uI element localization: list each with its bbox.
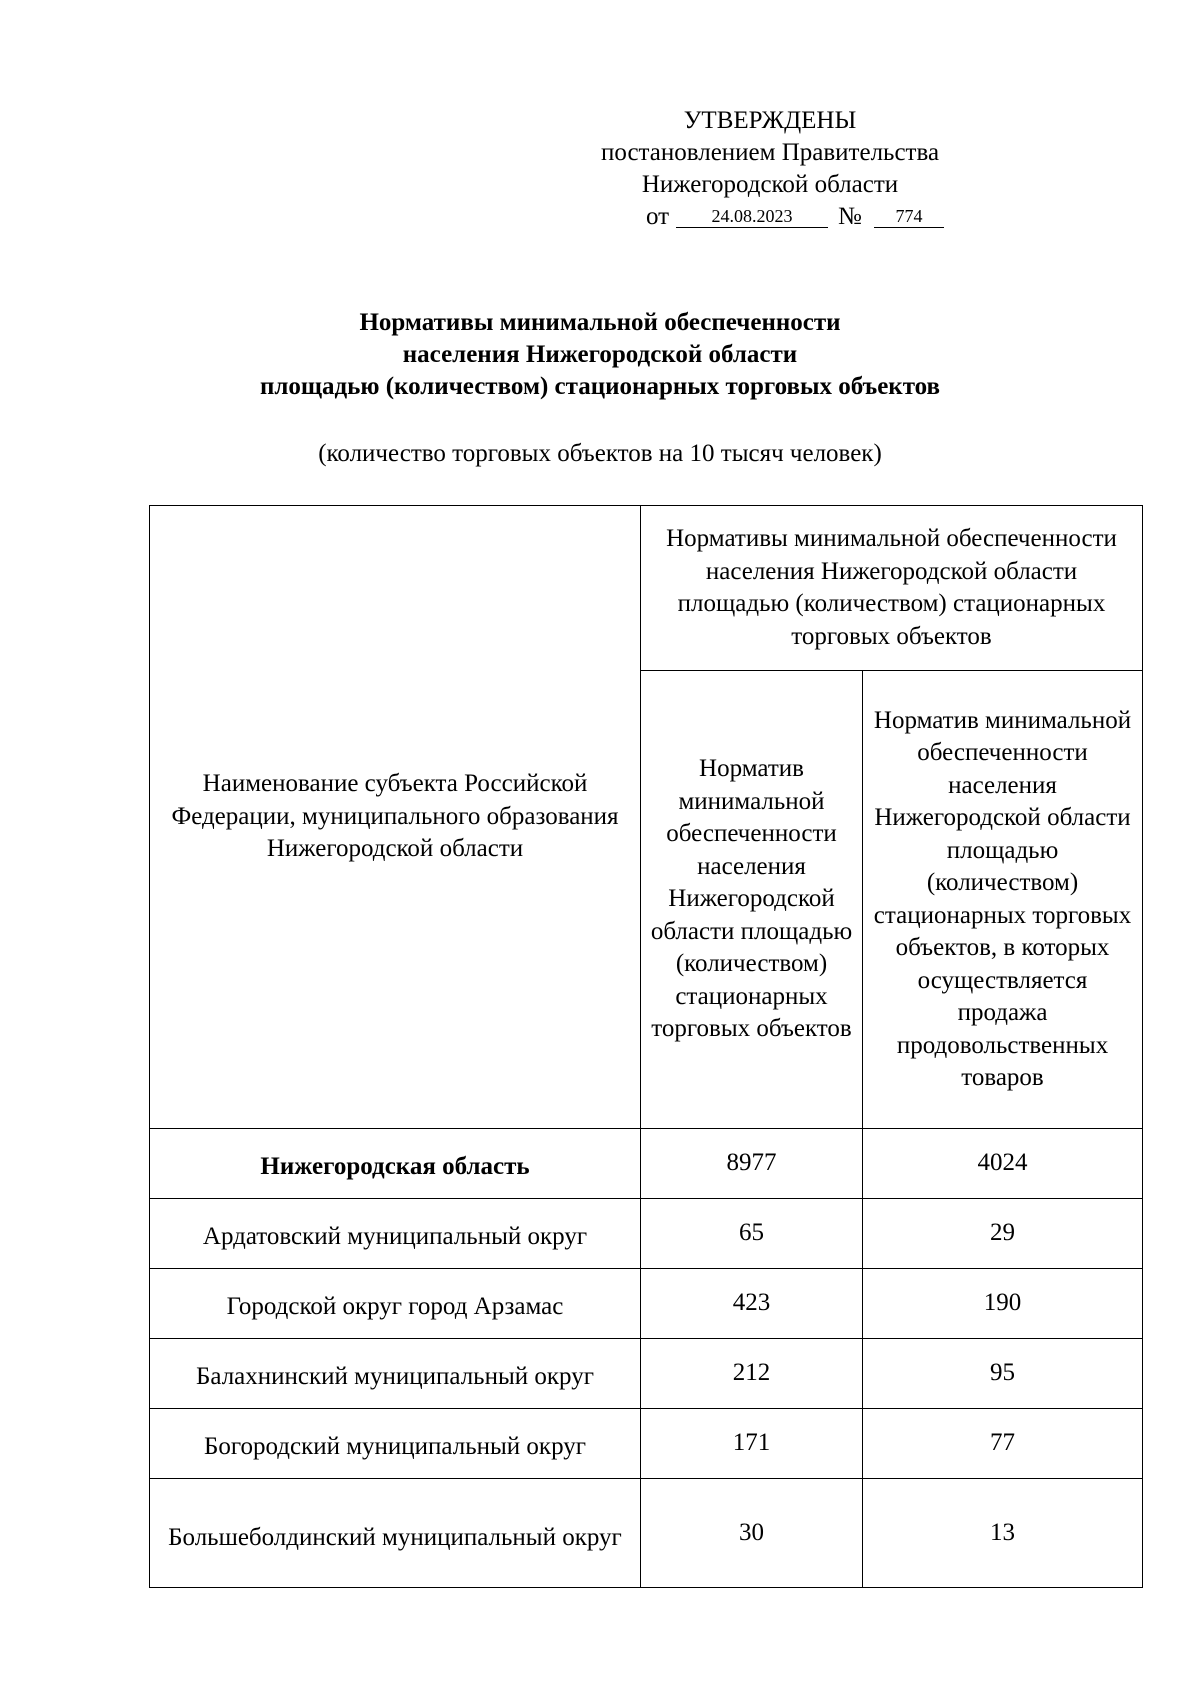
document-title xyxy=(140,307,1060,403)
approval-number: 774 xyxy=(874,205,944,228)
row-value-a: 423 xyxy=(641,1269,863,1339)
title-line-3: площадью (количеством) стационарных торговых объектов xyxy=(259,373,941,400)
title-line-1: Нормативы минимальной обеспеченности xyxy=(359,309,841,336)
row-value-a: 171 xyxy=(641,1409,863,1479)
header-name-cell xyxy=(150,506,641,1129)
header-col-b: Норматив минимальной обеспеченности населения Нижегородской области площадью (количеством) стационарных торговых объектов, в которых осуществляется продажа продовольственных товаров xyxy=(873,706,1132,1091)
row-name: Нижегородская область xyxy=(150,1129,641,1199)
row-value-a: 65 xyxy=(641,1199,863,1269)
header-col-b-cell xyxy=(863,671,1143,1129)
table-row xyxy=(150,1339,1143,1409)
row-name: Городской округ город Арзамас xyxy=(150,1269,641,1339)
approval-line-2: Нижегородской области xyxy=(641,171,899,198)
row-value-b: 13 xyxy=(863,1479,1143,1588)
row-value-b: 190 xyxy=(863,1269,1143,1339)
approval-heading: УТВЕРЖДЕНЫ xyxy=(683,107,857,134)
row-name: Богородский муниципальный округ xyxy=(150,1409,641,1479)
row-value-b: 95 xyxy=(863,1339,1143,1409)
approval-date: 24.08.2023 xyxy=(676,205,828,228)
header-col-a-cell xyxy=(641,671,863,1129)
row-value-b: 29 xyxy=(863,1199,1143,1269)
table-header-row xyxy=(150,506,1143,671)
table-row xyxy=(150,1269,1143,1339)
table-row xyxy=(150,1129,1143,1199)
table-row xyxy=(150,1479,1143,1588)
row-name: Балахнинский муниципальный округ xyxy=(150,1339,641,1409)
number-label: № xyxy=(838,203,862,230)
table-row xyxy=(150,1409,1143,1479)
title-line-2: населения Нижегородской области xyxy=(402,341,798,368)
header-group-cell xyxy=(641,506,1143,671)
approval-block xyxy=(560,105,980,235)
header-name: Наименование субъекта Российской Федерации, муниципального образования Нижегородской области xyxy=(171,770,619,863)
row-name: Большеболдинский муниципальный округ xyxy=(150,1479,641,1588)
row-value-b: 77 xyxy=(863,1409,1143,1479)
row-value-b: 4024 xyxy=(863,1129,1143,1199)
row-value-a: 8977 xyxy=(641,1129,863,1199)
norms-table xyxy=(149,505,1143,1588)
row-name: Ардатовский муниципальный округ xyxy=(150,1199,641,1269)
row-value-a: 30 xyxy=(641,1479,863,1588)
table-row xyxy=(150,1199,1143,1269)
header-col-a: Норматив минимальной обеспеченности населения Нижегородской области площадью (количеством) стационарных торговых объектов xyxy=(650,755,853,1043)
approval-line-1: постановлением Правительства xyxy=(600,139,940,166)
row-value-a: 212 xyxy=(641,1339,863,1409)
approval-date-row xyxy=(560,201,980,235)
header-group: Нормативы минимальной обеспеченности населения Нижегородской области площадью (количеством) стационарных торговых объектов xyxy=(666,525,1117,650)
units-subtitle: (количество торговых объектов на 10 тысяч человек) xyxy=(318,440,882,467)
from-label: от xyxy=(646,203,670,230)
